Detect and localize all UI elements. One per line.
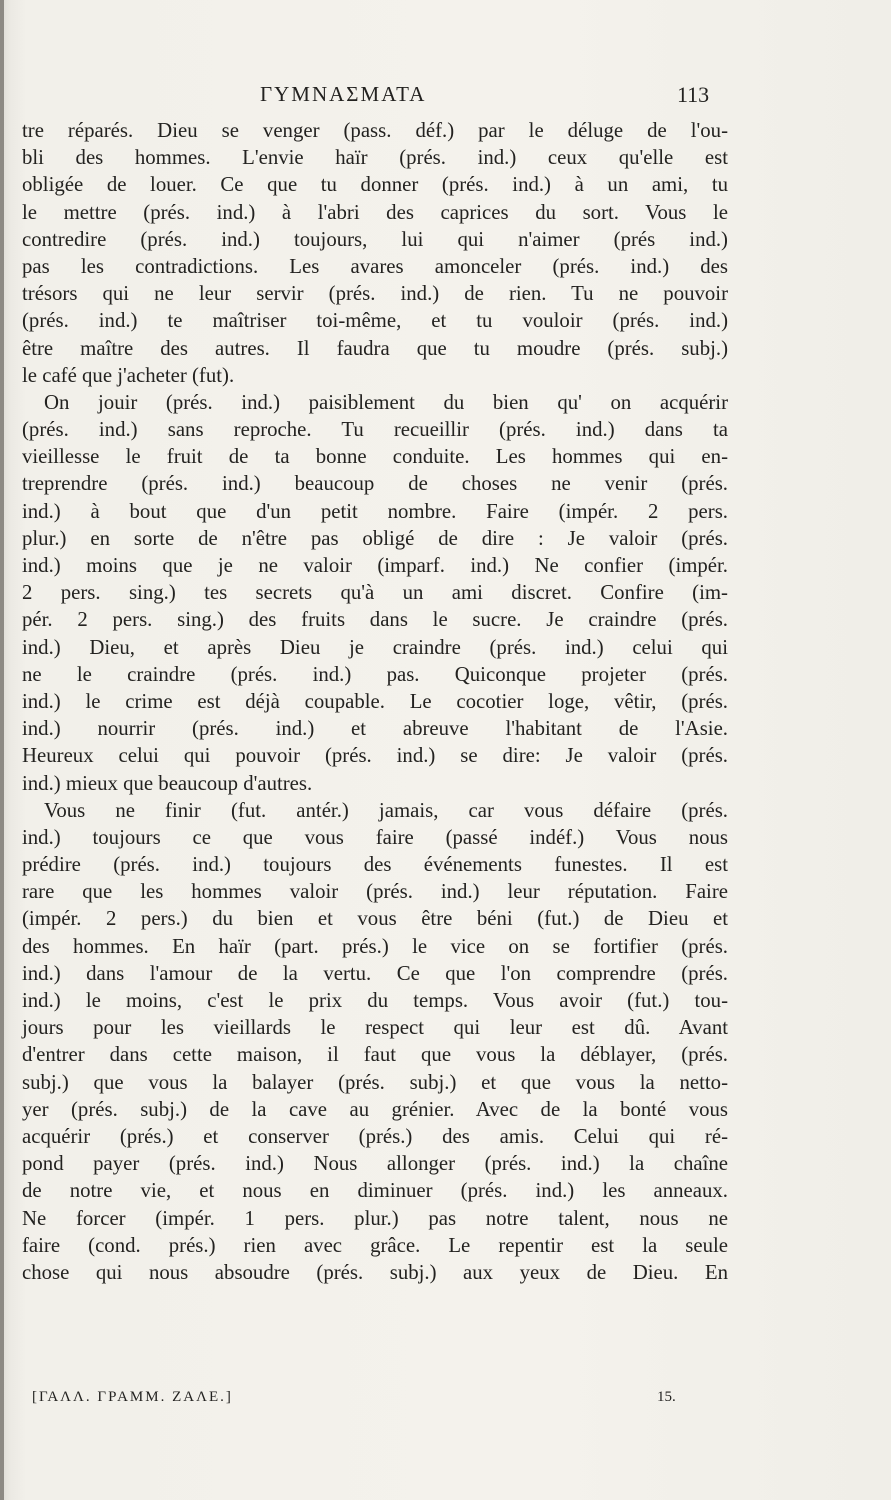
text-line: tre réparés. Dieu se venger (pass. déf.) par le déluge de l'ou- <box>22 119 728 142</box>
text-line: prédire (prés. ind.) toujours des événements funestes. Il est <box>22 853 728 877</box>
text-line: (prés. ind.) te maîtriser toi-même, et tu vouloir (prés. ind.) <box>22 309 728 333</box>
text-line: (prés. ind.) sans reproche. Tu recueillir (prés. ind.) dans ta <box>22 418 728 442</box>
page-number: 113 <box>677 82 710 107</box>
text-line: ind.) le crime est déjà coupable. Le cocotier loge, vêtir, (prés. <box>22 689 728 713</box>
running-title: ΓΥΜΝΑΣΜΑΤΑ <box>260 82 427 106</box>
text-line: ind.) toujours ce que vous faire (passé indéf.) Vous nous <box>22 825 728 849</box>
text-line: Ne forcer (impér. 1 pers. plur.) pas notre talent, nous ne <box>22 1206 728 1230</box>
text-line: ind.) mieux que beaucoup d'autres. <box>22 771 313 795</box>
text-line: chose qui nous absoudre (prés. subj.) aux yeux de Dieu. En <box>22 1260 728 1284</box>
text-line: bli des hommes. L'envie haïr (prés. ind.) ceux qu'elle est <box>22 146 728 170</box>
text-line: Vous ne finir (fut. antér.) jamais, car vous défaire (prés. <box>44 798 728 822</box>
text-line: On jouir (prés. ind.) paisiblement du bien qu' on acquérir <box>44 390 728 414</box>
page-header <box>22 82 722 112</box>
text-line: obligée de louer. Ce que tu donner (prés. ind.) à un ami, tu <box>22 173 728 197</box>
text-line: subj.) que vous la balayer (prés. subj.) et que vous la netto- <box>22 1070 728 1094</box>
text-line: jours pour les vieillards le respect qui leur est dû. Avant <box>22 1016 728 1040</box>
text-line: trésors qui ne leur servir (prés. ind.) de rien. Tu ne pouvoir <box>22 282 728 306</box>
text-line: contredire (prés. ind.) toujours, lui qui n'aimer (prés ind.) <box>22 227 728 251</box>
text-line: le mettre (prés. ind.) à l'abri des caprices du sort. Vous le <box>22 200 728 224</box>
text-line: (impér. 2 pers.) du bien et vous être béni (fut.) de Dieu et <box>22 907 728 931</box>
text-line: des hommes. En haïr (part. prés.) le vice on se fortifier (prés. <box>22 934 728 958</box>
text-line: pas les contradictions. Les avares amonceler (prés. ind.) des <box>22 254 728 278</box>
text-line: 2 pers. sing.) tes secrets qu'à un ami discret. Confire (im- <box>22 581 728 605</box>
text-line: plur.) en sorte de n'être pas obligé de dire : Je valoir (prés. <box>22 526 728 550</box>
text-line: faire (cond. prés.) rien avec grâce. Le repentir est la seule <box>22 1233 728 1257</box>
text-line: acquérir (prés.) et conserver (prés.) des amis. Celui qui ré- <box>22 1124 728 1148</box>
text-line: Heureux celui qui pouvoir (prés. ind.) se dire: Je valoir (prés. <box>22 744 728 768</box>
text-line: ind.) Dieu, et après Dieu je craindre (prés. ind.) celui qui <box>22 635 728 659</box>
body-text <box>22 117 728 1286</box>
text-line: ind.) nourrir (prés. ind.) et abreuve l'habitant de l'Asie. <box>22 717 728 741</box>
text-line: ind.) le moins, c'est le prix du temps. Vous avoir (fut.) tou- <box>22 989 728 1012</box>
text-line: de notre vie, et nous en diminuer (prés. ind.) les anneaux. <box>22 1179 728 1203</box>
text-line: pond payer (prés. ind.) Nous allonger (prés. ind.) la chaîne <box>22 1152 728 1176</box>
signature-mark: [ΓΑΛΛ. ΓΡΑΜΜ. ΖΑΛΕ.] <box>32 1389 233 1405</box>
text-line: ind.) dans l'amour de la vertu. Ce que l'on comprendre (prés. <box>22 961 728 985</box>
text-line: rare que les hommes valoir (prés. ind.) leur réputation. Faire <box>22 880 728 904</box>
page-spine-edge <box>0 0 4 1500</box>
text-line: d'entrer dans cette maison, il faut que vous la déblayer, (prés. <box>22 1043 728 1067</box>
text-line: yer (prés. subj.) de la cave au grénier. Avec de la bonté vous <box>22 1097 728 1121</box>
text-line: ind.) moins que je ne valoir (imparf. ind.) Ne confier (impér. <box>22 554 728 577</box>
page-footer <box>32 1389 682 1417</box>
text-line: treprendre (prés. ind.) beaucoup de choses ne venir (prés. <box>22 472 728 496</box>
text-line: ne le craindre (prés. ind.) pas. Quiconque projeter (prés. <box>22 662 728 686</box>
text-line: vieillesse le fruit de ta bonne conduite. Les hommes qui en- <box>22 445 728 469</box>
text-line: le café que j'acheter (fut). <box>22 363 235 387</box>
text-line: ind.) à bout que d'un petit nombre. Faire (impér. 2 pers. <box>22 499 728 523</box>
signature-number: 15. <box>657 1389 676 1405</box>
text-line: pér. 2 pers. sing.) des fruits dans le sucre. Je craindre (prés. <box>22 608 728 632</box>
text-line: être maître des autres. Il faudra que tu moudre (prés. subj.) <box>22 336 728 360</box>
